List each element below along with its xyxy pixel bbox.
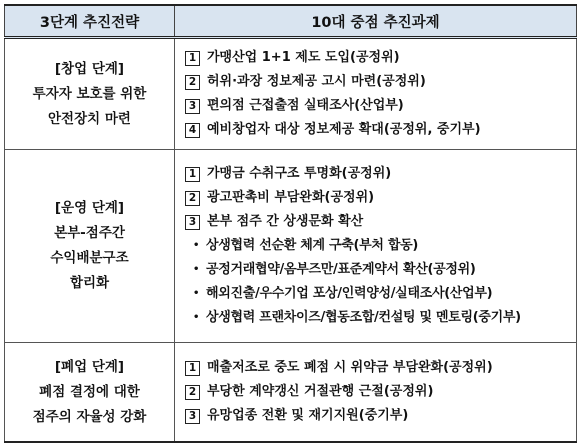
task-number-box: 2 xyxy=(185,385,200,400)
stage-cell-operation xyxy=(5,150,175,343)
sub-item xyxy=(185,258,572,282)
task-text: 유망업종 전환 및 재기지원(중기부) xyxy=(207,408,409,423)
stage-desc-line: 투자자 보호를 위한 xyxy=(32,85,147,102)
task-number-box: 3 xyxy=(185,409,200,424)
task-item xyxy=(185,404,572,428)
table-row-closure xyxy=(5,343,577,443)
sub-item-text: 상생협력 프랜차이즈/협동조합/컨설팅 및 멘토링(중기부) xyxy=(206,310,521,325)
stage-title: [창업 단계] xyxy=(54,60,125,77)
bullet-icon: • xyxy=(192,288,200,299)
task-text: 가맹산업 1+1 제도 도입(공정위) xyxy=(207,50,400,65)
task-item xyxy=(185,162,572,186)
task-number-box: 1 xyxy=(185,167,200,182)
stage-desc-line: 안전장치 마련 xyxy=(48,110,131,127)
task-text: 매출저조로 중도 폐점 시 위약금 부담완화(공정위) xyxy=(207,360,493,375)
sub-item xyxy=(185,306,572,330)
task-item xyxy=(185,118,572,142)
bullet-icon: • xyxy=(192,264,200,275)
task-number-box: 1 xyxy=(185,361,200,376)
stage-desc-line: 본부-점주간 xyxy=(54,225,125,241)
sub-item-text: 공정거래협약/옴부즈만/표준계약서 확산(공정위) xyxy=(206,262,476,277)
task-number-box: 2 xyxy=(185,75,200,90)
task-text: 본부 점주 간 상생문화 확산 xyxy=(207,214,364,229)
task-text: 부당한 계약갱신 거절관행 근절(공정위) xyxy=(207,384,434,399)
task-item xyxy=(185,380,572,404)
task-text: 가맹금 수취구조 투명화(공정위) xyxy=(207,166,392,181)
table-header-row xyxy=(5,5,577,38)
task-item xyxy=(185,186,572,210)
task-item xyxy=(185,356,572,380)
sub-item xyxy=(185,234,572,258)
task-number-box: 4 xyxy=(185,123,200,138)
strategy-table xyxy=(4,4,577,443)
header-tasks: 10대 중점 추진과제 xyxy=(175,5,577,38)
task-text: 광고판촉비 부담완화(공정위) xyxy=(207,190,375,205)
table-row-startup xyxy=(5,38,577,150)
task-item xyxy=(185,94,572,118)
bullet-icon: • xyxy=(192,312,200,323)
task-text: 허위·과장 정보제공 고시 마련(공정위) xyxy=(207,74,426,89)
sub-item-text: 상생협력 선순환 체계 구축(부처 합동) xyxy=(206,238,419,253)
task-number-box: 2 xyxy=(185,191,200,206)
stage-cell-closure xyxy=(5,343,175,443)
tasks-cell-operation xyxy=(175,150,577,343)
task-item xyxy=(185,46,572,70)
task-item xyxy=(185,70,572,94)
stage-desc-line: 폐점 결정에 대한 xyxy=(39,383,140,400)
sub-item xyxy=(185,282,572,306)
task-number-box: 3 xyxy=(185,99,200,114)
task-text: 예비창업자 대상 정보제공 확대(공정위, 중기부) xyxy=(207,122,481,137)
tasks-cell-closure xyxy=(175,343,577,443)
table-row-operation xyxy=(5,150,577,343)
stage-title: [운영 단계] xyxy=(54,200,125,216)
stage-title: [폐업 단계] xyxy=(54,358,125,375)
stage-desc-line: 수익배분구조 xyxy=(50,250,129,266)
task-number-box: 1 xyxy=(185,51,200,66)
task-item xyxy=(185,210,572,234)
task-number-box: 3 xyxy=(185,215,200,230)
sub-item-text: 해외진출/우수기업 포상/인력양성/실태조사(산업부) xyxy=(206,286,493,301)
tasks-cell-startup xyxy=(175,38,577,150)
stage-desc-line: 합리화 xyxy=(69,275,110,291)
bullet-icon: • xyxy=(192,240,200,251)
stage-desc-line: 점주의 자율성 강화 xyxy=(32,408,147,425)
header-strategy: 3단계 추진전략 xyxy=(5,5,175,38)
stage-cell-startup xyxy=(5,38,175,150)
task-text: 편의점 근접출점 실태조사(산업부) xyxy=(207,98,404,113)
